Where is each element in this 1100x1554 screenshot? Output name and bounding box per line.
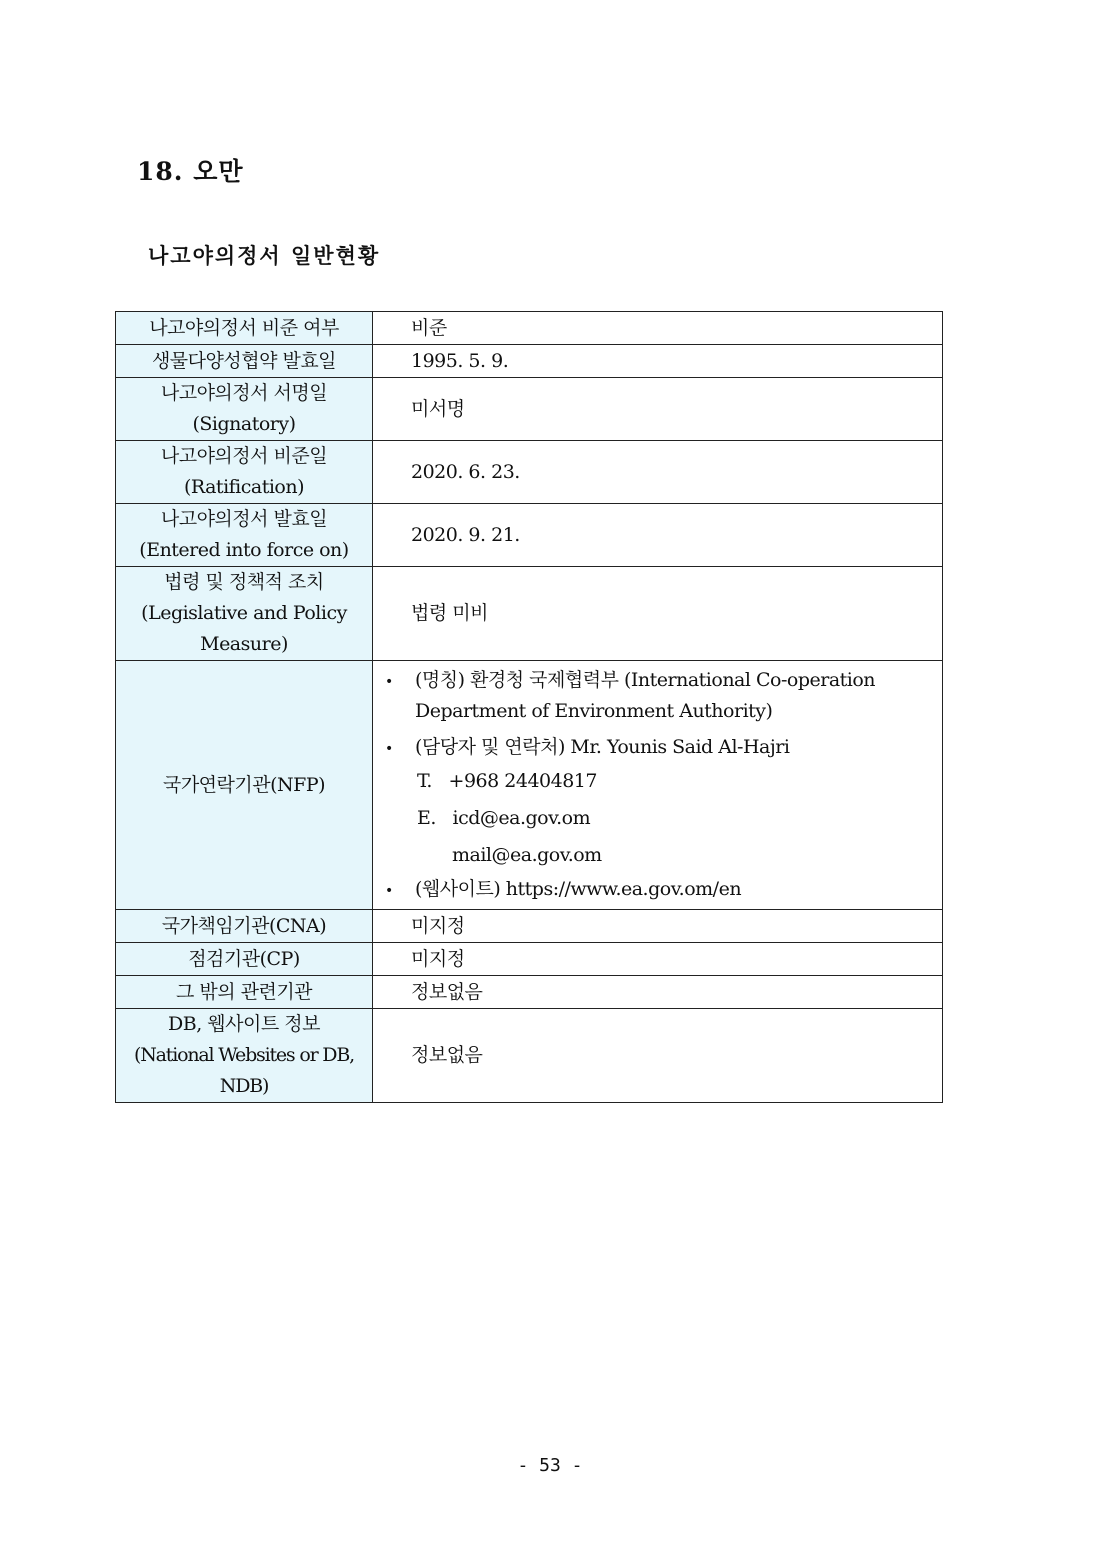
table-row	[116, 312, 943, 345]
row-value: 1995. 5. 9.	[373, 345, 943, 378]
row-label-line: (Signatory)	[192, 413, 296, 435]
bullet-icon: •	[385, 674, 393, 690]
table-row	[116, 378, 943, 441]
page-title: 18. 오만	[137, 157, 244, 186]
list-item	[373, 732, 942, 763]
bullet-icon: •	[385, 883, 393, 899]
row-value: 법령 미비	[373, 567, 943, 661]
row-label	[116, 378, 373, 441]
row-label: 나고야의정서 비준 여부	[116, 312, 373, 345]
row-label-line: Measure)	[200, 633, 288, 655]
row-value: 미서명	[373, 378, 943, 441]
bullet-icon: •	[385, 741, 393, 757]
row-label-line: 나고야의정서 서명일	[160, 382, 328, 404]
row-label-line: 나고야의정서 발효일	[160, 508, 328, 530]
row-label: 국가연락기관(NFP)	[116, 661, 373, 910]
row-value: 2020. 9. 21.	[373, 504, 943, 567]
nfp-website[interactable]: (웹사이트) https://www.ea.gov.om/en	[415, 878, 742, 900]
nfp-details	[373, 661, 943, 910]
row-label	[116, 504, 373, 567]
table-row-nfp	[116, 661, 943, 910]
info-table	[115, 311, 943, 1103]
row-label-line: DB, 웹사이트 정보	[168, 1013, 320, 1035]
row-value: 미지정	[373, 910, 943, 943]
list-item	[373, 665, 942, 727]
row-value: 정보없음	[373, 976, 943, 1009]
row-label: 점검기관(CP)	[116, 943, 373, 976]
row-label: 그 밖의 관련기관	[116, 976, 373, 1009]
row-label-line: 법령 및 정책적 조치	[164, 571, 324, 593]
nfp-name-line: Department of Environment Authority)	[415, 700, 773, 722]
list-item	[373, 763, 942, 874]
row-label: 국가책임기관(CNA)	[116, 910, 373, 943]
table-row	[116, 345, 943, 378]
row-label	[116, 567, 373, 661]
table-row	[116, 943, 943, 976]
row-value: 2020. 6. 23.	[373, 441, 943, 504]
table-row	[116, 567, 943, 661]
page-number: - 53 -	[517, 1455, 583, 1476]
row-label-line: (Ratification)	[183, 476, 305, 498]
table-row	[116, 910, 943, 943]
row-label-line: (Legislative and Policy	[141, 602, 347, 624]
nfp-email[interactable]: E. icd@ea.gov.om	[417, 807, 591, 829]
table-row	[116, 441, 943, 504]
row-label: 생물다양성협약 발효일	[116, 345, 373, 378]
row-label	[116, 441, 373, 504]
row-label-line: (National Websites or DB, NDB)	[134, 1044, 354, 1097]
nfp-phone: T. +968 24404817	[417, 770, 597, 792]
table-row	[116, 504, 943, 567]
nfp-name-line: (명칭) 환경청 국제협력부 (International Co-operation	[415, 669, 876, 691]
table-row	[116, 1009, 943, 1103]
nfp-list	[373, 665, 942, 905]
row-label-line: 나고야의정서 비준일	[160, 445, 328, 467]
row-value: 미지정	[373, 943, 943, 976]
nfp-contact: (담당자 및 연락처) Mr. Younis Said Al-Hajri	[415, 736, 790, 758]
row-label-line: (Entered into force on)	[139, 539, 349, 561]
table-row	[116, 976, 943, 1009]
row-value: 정보없음	[373, 1009, 943, 1103]
row-value: 비준	[373, 312, 943, 345]
row-label	[116, 1009, 373, 1103]
section-title: 나고야의정서 일반현황	[148, 243, 381, 268]
nfp-email[interactable]: mail@ea.gov.om	[452, 844, 602, 866]
list-item	[373, 874, 942, 905]
